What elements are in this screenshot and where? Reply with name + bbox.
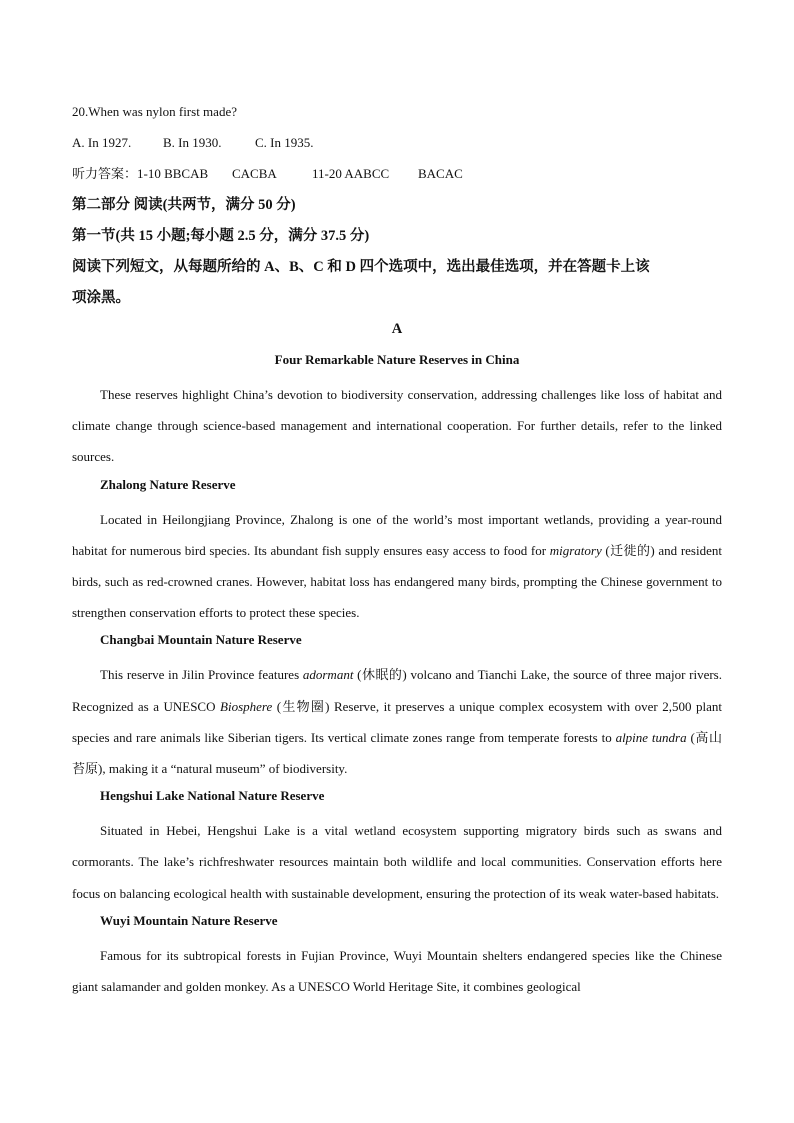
zhalong-paragraph (72, 504, 722, 629)
zhalong-text-2: (迁徙的) and resident birds, such as red-crowned cranes. However, habitat loss has endangered many birds, prompting the Chinese government to strengthen conservation efforts to protect these species. (72, 542, 722, 621)
reserve-heading-changbai: Changbai Mountain Nature Reserve (100, 632, 302, 648)
changbai-paragraph (72, 659, 722, 784)
listening-answers (72, 162, 722, 193)
answers-group-3: 11-20 AABCC (312, 166, 390, 181)
passage-letter: A (391, 321, 403, 337)
passage-title: Four Remarkable Nature Reserves in China (274, 352, 520, 367)
reserve-heading-hengshui: Hengshui Lake National Nature Reserve (100, 788, 325, 804)
changbai-text-3: (生物圈) Reserve, it preserves a unique complex ecosystem with over 2,500 plant species and rare animals like Siberian tigers. Its vertical climate zones range from temperate forests to (72, 698, 722, 745)
section-title: 第一节(共 15 小题;每小题 2.5 分，满分 37.5 分) (72, 228, 370, 244)
instruction-line-1: 阅读下列短文，从每题所给的 A、B、C 和 D 四个选项中，选出最佳选项，并在答题卡上该 (72, 259, 650, 275)
intro-paragraph: These reserves highlight China’s devotion to biodiversity conservation, addressing challenges like loss of habitat and climate change through science-based management and international cooperation. For further details, refer to the linked sources. (72, 387, 722, 465)
hengshui-paragraph: Situated in Hebei, Hengshui Lake is a vital wetland ecosystem supporting migratory birds such as swans and cormorants. The lake’s richfreshwater resources maintain both wildlife and local communities. Conservation efforts here focus on balancing ecological health with sustainable development, ensuring the protection of its weak water-based habitats. (72, 823, 722, 901)
zhalong-emphasis: migratory (549, 542, 602, 558)
changbai-emphasis-3: alpine tundra (615, 729, 687, 745)
changbai-text-1: This reserve in Jilin Province features (100, 667, 303, 683)
changbai-emphasis-2: Biosphere (220, 698, 273, 714)
answers-group-2: CACBA (232, 166, 277, 181)
question-20: 20.When was nylon first made? (72, 104, 237, 119)
changbai-text-4: (高山苔原), making it a “natural museum” of biodiversity. (72, 729, 722, 777)
reserve-heading-wuyi: Wuyi Mountain Nature Reserve (100, 912, 278, 928)
reserve-heading-zhalong: Zhalong Nature Reserve (100, 476, 236, 492)
option-c: C. In 1935. (255, 135, 314, 150)
answers-group-4: BACAC (418, 166, 463, 181)
question-options (72, 131, 722, 162)
wuyi-paragraph: Famous for its subtropical forests in Fujian Province, Wuyi Mountain shelters endangered species like the Chinese giant salamander and golden monkey. As a UNESCO World Heritage Site, it combines geological (72, 947, 722, 995)
part-title: 第二部分 阅读(共两节，满分 50 分) (72, 197, 296, 213)
option-a: A. In 1927. (72, 135, 132, 150)
answers-label: 听力答案：1-10 BBCAB (72, 166, 209, 181)
changbai-emphasis-1: adormant (302, 667, 354, 683)
option-b: B. In 1930. (163, 135, 222, 150)
changbai-text-2: (休眠的) volcano and Tianchi Lake, the source of three major rivers. Recognized as a UNESCO (72, 667, 722, 714)
zhalong-text-1: Located in Heilongjiang Province, Zhalong is one of the world’s most important wetlands, providing a year-round habitat for numerous bird species. Its abundant fish supply ensures easy access to food for (72, 511, 722, 558)
instruction-line-2: 项涂黑。 (72, 290, 130, 306)
exam-page (72, 100, 722, 1002)
